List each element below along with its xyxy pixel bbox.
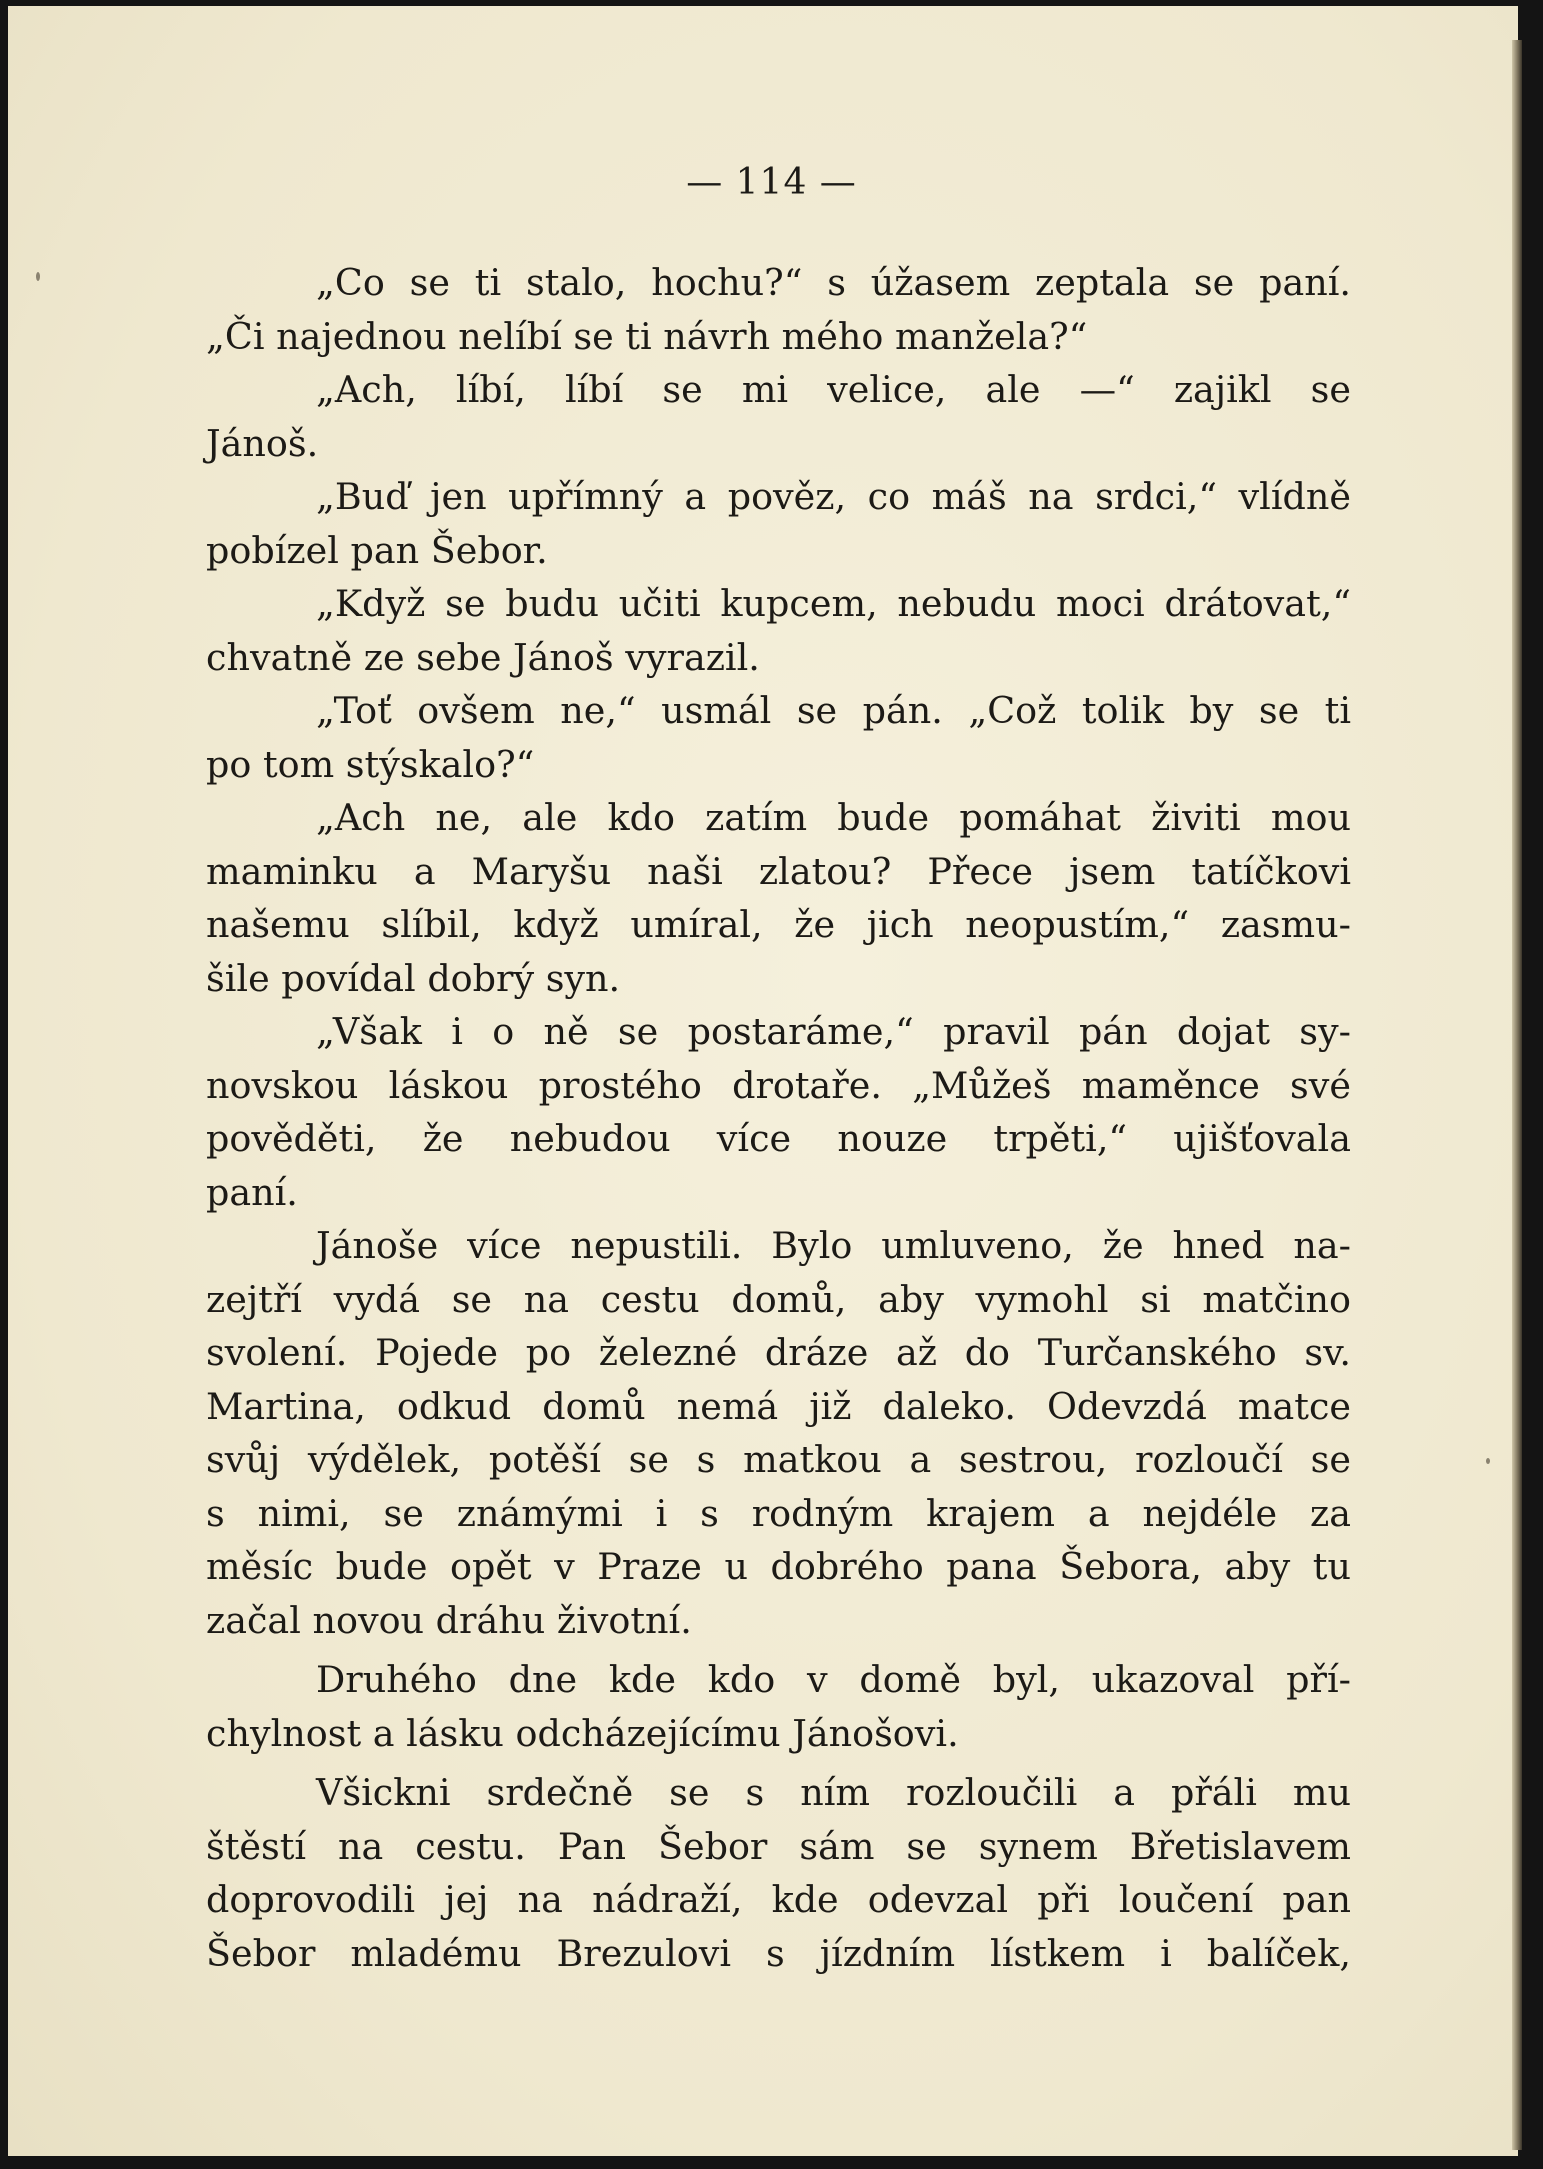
text-line: pobízel pan Šebor. [206,528,548,572]
text-line: paní. [206,1170,298,1214]
text-line: Šebor mladému Brezulovi s jízdním lístkem i balíček, [206,1931,1351,1975]
text-line: Druhého dne kde kdo v domě byl, ukazoval pří- [316,1658,1351,1701]
text-line: zejtří vydá se na cestu domů, aby vymohl si matčino [206,1277,1351,1321]
text-line: svůj výdělek, potěší se s matkou a sestrou, rozloučí se [206,1438,1351,1481]
text-line: „Či najednou nelíbí se ti návrh mého manžela?“ [206,314,1088,358]
text-line: začal novou dráhu životní. [206,1598,692,1642]
text-line: svolení. Pojede po železné dráze až do Turčanského sv. [206,1331,1351,1374]
text-line: „Toť ovšem ne,“ usmál se pán. „Což tolik by se ti [316,689,1351,732]
text-line: po tom stýskalo?“ [206,742,535,786]
text-line: „Ach ne, ale kdo zatím bude pomáhat živiti mou [316,796,1351,839]
text-line: měsíc bude opět v Praze u dobrého pana Šebora, aby tu [206,1545,1351,1588]
text-line: Jánoš. [206,421,319,465]
paper-speck [1486,1458,1490,1464]
text-line: s nimi, se známými i s rodným krajem a nejdéle za [206,1491,1351,1535]
text-line: „Co se ti stalo, hochu?“ s úžasem zeptala se paní. [316,261,1351,304]
text-line: „Buď jen upřímný a pověz, co máš na srdci,“ vlídně [316,475,1351,518]
text-line: Všickni srdečně se s ním rozloučili a přáli mu [316,1771,1351,1814]
text-line: štěstí na cestu. Pan Šebor sám se synem Břetislavem [206,1824,1351,1868]
text-line: novskou láskou prostého drotaře. „Můžeš maměnce své [206,1063,1351,1107]
text-line: Martina, odkud domů nemá již daleko. Odevzdá matce [206,1384,1351,1428]
text-line: Jánoše více nepustili. Bylo umluveno, že hned na- [316,1224,1351,1267]
page-binding-edge [1512,40,1522,2150]
text-line: našemu slíbil, když umíral, že jich neopustím,“ zasmu- [206,903,1351,946]
text-line: šile povídal dobrý syn. [206,956,621,1000]
text-line: maminku a Maryšu naši zlatou? Přece jsem tatíčkovi [206,849,1351,893]
page-number: — 114 — [686,162,857,203]
text-line: doprovodili jej na nádraží, kde odevzal při loučení pan [206,1878,1351,1921]
text-line: „Ach, líbí, líbí se mi velice, ale —“ zajikl se [316,368,1351,411]
body-text [206,256,1351,1980]
paper-speck [36,272,40,281]
text-line: „Když se budu učiti kupcem, nebudu moci drátovat,“ [316,582,1351,625]
text-line: „Však i o ně se postaráme,“ pravil pán dojat sy- [316,1010,1351,1053]
text-line: chvatně ze sebe Jánoš vyrazil. [206,635,760,679]
text-line: pověděti, že nebudou více nouze trpěti,“ ujišťovala [206,1117,1351,1160]
text-line: chylnost a lásku odcházejícímu Jánošovi. [206,1711,959,1755]
